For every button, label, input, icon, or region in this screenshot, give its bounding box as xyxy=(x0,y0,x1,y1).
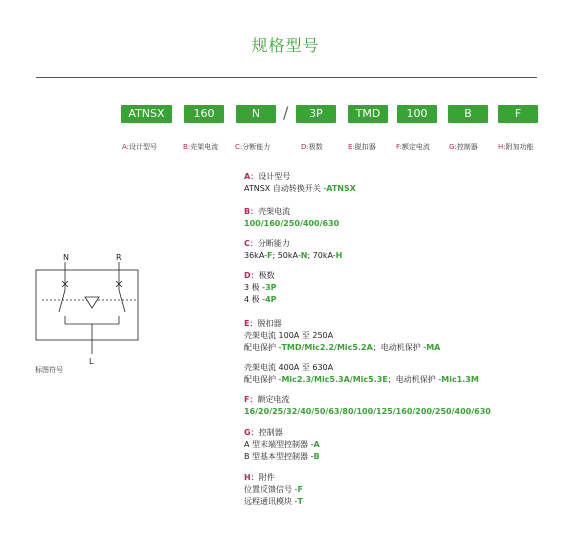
section-c: C：分断能力 36kA-F; 50kA-N; 70kA-H xyxy=(244,239,343,260)
symbol-caption: 标图符号 xyxy=(35,366,63,374)
code-box-g: B xyxy=(448,105,488,123)
section-f: F：额定电流 16/20/25/32/40/50/63/80/100/125/160/200/250/400/630 xyxy=(244,395,491,416)
section-e: E：脱扣器 壳架电流 100A 至 250A 配电保护 -TMD/Mic2.2/Mic5.2A；电动机保护 -MA 壳架电流 400A 至 630A 配电保护 -Mic2.3/Mic5.3A/Mic5.3E；电动机保护 -Mic1.3M xyxy=(244,319,479,384)
symbol-label-l: L xyxy=(89,357,94,366)
section-g: G：控制器 A 型末端型控制器 -A B 型基本型控制器 -B xyxy=(244,428,320,461)
caption-a: A:设计型号 xyxy=(122,143,158,151)
caption-d: D:极数 xyxy=(301,143,323,151)
transfer-switch-symbol xyxy=(34,250,154,368)
page-title: 规格型号 xyxy=(251,36,320,55)
code-box-h: F xyxy=(498,105,538,123)
caption-g: G:控制器 xyxy=(449,143,478,151)
caption-e: E:脱扣器 xyxy=(348,143,376,151)
caption-c: C:分断能力 xyxy=(235,143,271,151)
divider xyxy=(36,77,537,78)
section-a: A：设计型号 ATNSX 自动转换开关 -ATNSX xyxy=(244,172,356,193)
code-box-c: N xyxy=(236,105,276,123)
caption-f: F:额定电流 xyxy=(396,143,430,151)
code-box-f: 100 xyxy=(397,105,437,123)
caption-h: H:附加功能 xyxy=(498,143,534,151)
code-separator: / xyxy=(283,103,289,122)
code-box-d: 3P xyxy=(296,105,336,123)
caption-b: B:壳架电流 xyxy=(183,143,219,151)
symbol-label-r: R xyxy=(116,253,122,262)
code-box-b: 160 xyxy=(184,105,224,123)
section-d: D：极数 3 极 -3P 4 极 -4P xyxy=(244,271,277,304)
section-h: H：附件 位置反馈信号 -F 远程通讯模块 -T xyxy=(244,473,303,506)
symbol-label-n: N xyxy=(63,253,69,262)
code-box-a: ATNSX xyxy=(121,105,172,123)
section-b: B：壳架电流 100/160/250/400/630 xyxy=(244,207,340,228)
code-box-e: TMD xyxy=(348,105,388,123)
